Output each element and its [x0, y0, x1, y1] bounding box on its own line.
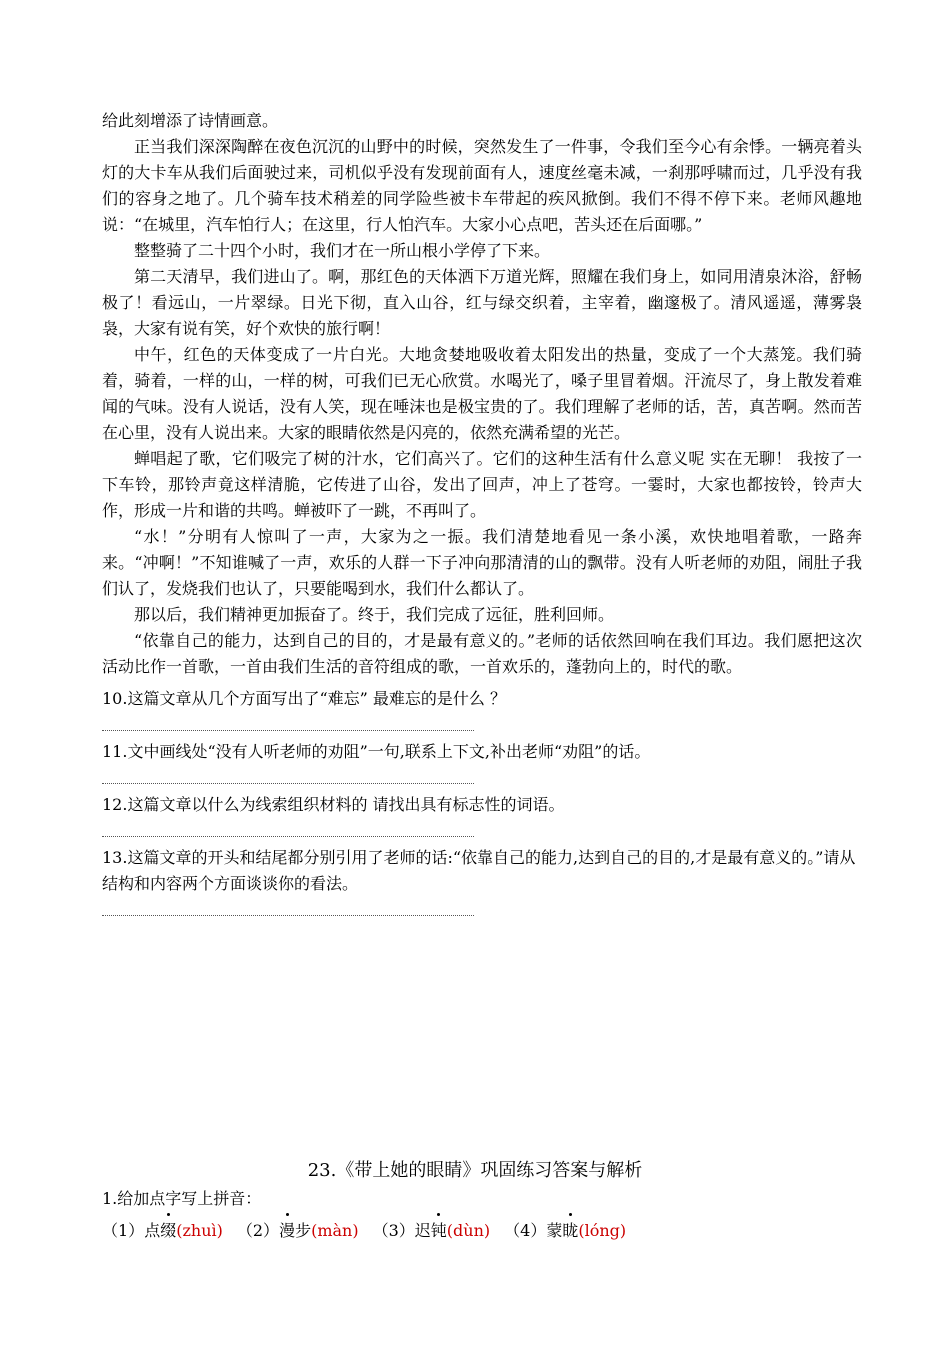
word-prefix: 点 [144, 1221, 161, 1240]
article-paragraph: 整整骑了二十四个小时，我们才在一所山根小学停了下来。 [134, 241, 551, 260]
article-paragraph: 蝉唱起了歌，它们吸完了树的汁水，它们高兴了。它们的这种生活有什么意义呢 实在无聊！ 我按了一下车铃，那铃声竟这样清脆，它传进了山谷，发出了回声，冲上了苍穹。一霎时，大家也都按铃，铃声大作，形成一片和谐的共鸣。蝉被吓了一跳，不再叫了。 [102, 449, 862, 520]
pinyin-answer-item [504, 1218, 626, 1244]
answer-blank-line[interactable] [102, 783, 474, 784]
word-prefix: 迟 [414, 1221, 431, 1240]
answer-section [102, 1186, 862, 1244]
pinyin-answer-row [102, 1218, 862, 1244]
article-paragraph: “依靠自己的能力，达到自己的目的，才是最有意义的。”老师的话依然回响在我们耳边。我们愿把这次活动比作一首歌，一首由我们生活的音符组成的歌，一首欢乐的，蓬勃向上的，时代的歌。 [102, 631, 862, 676]
dotted-character: 漫 [279, 1218, 295, 1244]
dotted-character: 眬 [562, 1218, 578, 1244]
article-paragraph: 正当我们深深陶醉在夜色沉沉的山野中的时候，突然发生了一件事，令我们至今心有余悸。一辆亮着头灯的大卡车从我们后面驶过来，司机似乎没有发现前面有人，速度丝毫未减，一刹那呼啸而过，几乎没有我们的容身之地了。几个骑车技术稍差的同学险些被卡车带起的疾风掀倒。我们不得不停下来。老师风趣地说：“在城里，汽车怕行人；在这里，行人怕汽车。大家小心点吧，苦头还在后面哪。” [102, 137, 862, 234]
article-paragraph: 第二天清早，我们进山了。啊，那红色的天体洒下万道光辉，照耀在我们身上，如同用清泉沐浴，舒畅极了！看远山，一片翠绿。日光下彻，直入山谷，红与绿交织着，主宰着，幽邃极了。清风遥遥，薄雾袅袅，大家有说有笑，好个欢快的旅行啊！ [102, 267, 862, 338]
article-paragraph: 那以后，我们精神更加振奋了。终于，我们完成了远征，胜利回师。 [134, 605, 615, 624]
question-text: 12.这篇文章以什么为线索组织材料的 请找出具有标志性的词语。 [102, 795, 565, 814]
answer-section-title: 23.《带上她的眼睛》巩固练习答案与解析 [307, 1160, 643, 1181]
article-paragraph: “水！”分明有人惊叫了一声，大家为之一振。我们清楚地看见一条小溪，欢快地唱着歌，一路奔来。“冲啊！”不知谁喊了一声，欢乐的人群一下子冲向那清清的山的飘带。没有人听老师的劝阻，闹肚子我们认了，发烧我们也认了，只要能喝到水，我们什么都认了。 [102, 527, 862, 598]
pinyin-answer: (lóng) [578, 1221, 627, 1240]
dotted-character: 缀 [160, 1218, 176, 1244]
answer-q1-heading: 1.给加点字写上拼音： [102, 1189, 262, 1208]
pinyin-answer: (zhuì) [176, 1221, 223, 1240]
pinyin-answer: (dùn) [446, 1221, 491, 1240]
question-list [102, 686, 862, 916]
word-suffix: 步 [295, 1221, 312, 1240]
dotted-character: 钝 [431, 1218, 447, 1244]
question-text: 13.这篇文章的开头和结尾都分别引用了老师的话:“依靠自己的能力,达到自己的目的,才是最有意义的。”请从结构和内容两个方面谈谈你的看法。 [102, 848, 856, 893]
item-number: （2） [236, 1221, 280, 1240]
item-number: （1） [102, 1221, 145, 1240]
question-text: 10.这篇文章从几个方面写出了“难忘” 最难忘的是什么 ？ [102, 689, 506, 708]
answer-blank-line[interactable] [102, 730, 474, 731]
article-body [102, 108, 862, 916]
question-text: 11.文中画线处“没有人听老师的劝阻”一句,联系上下文,补出老师“劝阻”的话。 [102, 742, 651, 761]
pinyin-answer-item [237, 1218, 359, 1244]
word-prefix: 蒙 [546, 1221, 563, 1240]
answer-blank-line[interactable] [102, 915, 474, 916]
article-paragraph: 中午，红色的天体变成了一片白光。大地贪婪地吸收着太阳发出的热量，变成了一个大蒸笼。我们骑着，骑着，一样的山，一样的树，可我们已无心欣赏。水喝光了，嗓子里冒着烟。汗流尽了，身上散发着难闻的气味。没有人说话，没有人笑，现在唾沫也是极宝贵的了。我们理解了老师的话，苦，真苦啊。然而苦在心里，没有人说出来。大家的眼睛依然是闪亮的，依然充满希望的光芒。 [102, 345, 862, 442]
pinyin-answer-item [373, 1218, 491, 1244]
article-paragraph: 给此刻增添了诗情画意。 [102, 111, 279, 130]
answer-blank-line[interactable] [102, 836, 474, 837]
item-number: （4） [504, 1221, 547, 1240]
item-number: （3） [372, 1221, 415, 1240]
pinyin-answer-item [102, 1218, 223, 1244]
pinyin-answer: (màn) [311, 1221, 359, 1240]
article-paragraphs [102, 108, 862, 680]
